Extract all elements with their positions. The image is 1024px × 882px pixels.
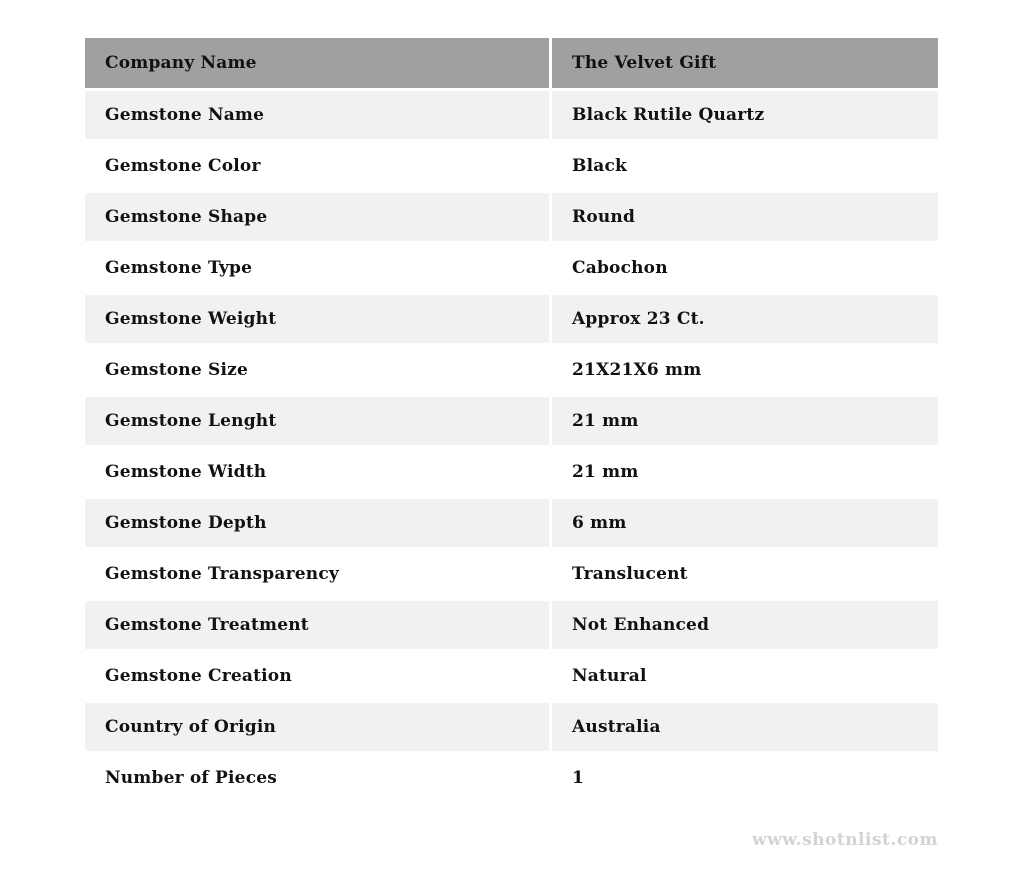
row-value-cell: Black Rutile Quartz — [552, 91, 938, 139]
table-row — [85, 244, 938, 292]
table-row — [85, 499, 938, 547]
table-row — [85, 193, 938, 241]
header-company-value-cell: The Velvet Gift — [552, 38, 938, 88]
row-label-cell: Gemstone Lenght — [85, 397, 549, 445]
row-label-cell: Gemstone Width — [85, 448, 549, 496]
table-body — [85, 91, 938, 802]
table-row — [85, 703, 938, 751]
row-value-cell: Cabochon — [552, 244, 938, 292]
row-label-cell: Country of Origin — [85, 703, 549, 751]
row-value-cell: Translucent — [552, 550, 938, 598]
row-value-cell: Round — [552, 193, 938, 241]
table-row — [85, 91, 938, 139]
watermark-text: www.shotnlist.com — [751, 830, 938, 850]
table-row — [85, 652, 938, 700]
table-row — [85, 397, 938, 445]
row-label-cell: Gemstone Creation — [85, 652, 549, 700]
row-label-cell: Gemstone Size — [85, 346, 549, 394]
row-label-cell: Number of Pieces — [85, 754, 549, 802]
table-row — [85, 550, 938, 598]
table-row — [85, 754, 938, 802]
header-company-name-cell: Company Name — [85, 38, 549, 88]
row-value-cell: 21 mm — [552, 448, 938, 496]
table-header-row — [85, 38, 938, 88]
row-label-cell: Gemstone Treatment — [85, 601, 549, 649]
table-row — [85, 346, 938, 394]
row-label-cell: Gemstone Shape — [85, 193, 549, 241]
row-value-cell: Black — [552, 142, 938, 190]
table-row — [85, 448, 938, 496]
table-row — [85, 601, 938, 649]
row-label-cell: Gemstone Color — [85, 142, 549, 190]
row-value-cell: Approx 23 Ct. — [552, 295, 938, 343]
table-row — [85, 142, 938, 190]
row-value-cell: Not Enhanced — [552, 601, 938, 649]
row-value-cell: Australia — [552, 703, 938, 751]
row-value-cell: 21X21X6 mm — [552, 346, 938, 394]
row-label-cell: Gemstone Name — [85, 91, 549, 139]
row-value-cell: 21 mm — [552, 397, 938, 445]
row-value-cell: Natural — [552, 652, 938, 700]
table-row — [85, 295, 938, 343]
row-label-cell: Gemstone Weight — [85, 295, 549, 343]
row-label-cell: Gemstone Transparency — [85, 550, 549, 598]
row-label-cell: Gemstone Depth — [85, 499, 549, 547]
row-label-cell: Gemstone Type — [85, 244, 549, 292]
gemstone-spec-table — [85, 38, 938, 802]
row-value-cell: 1 — [552, 754, 938, 802]
row-value-cell: 6 mm — [552, 499, 938, 547]
